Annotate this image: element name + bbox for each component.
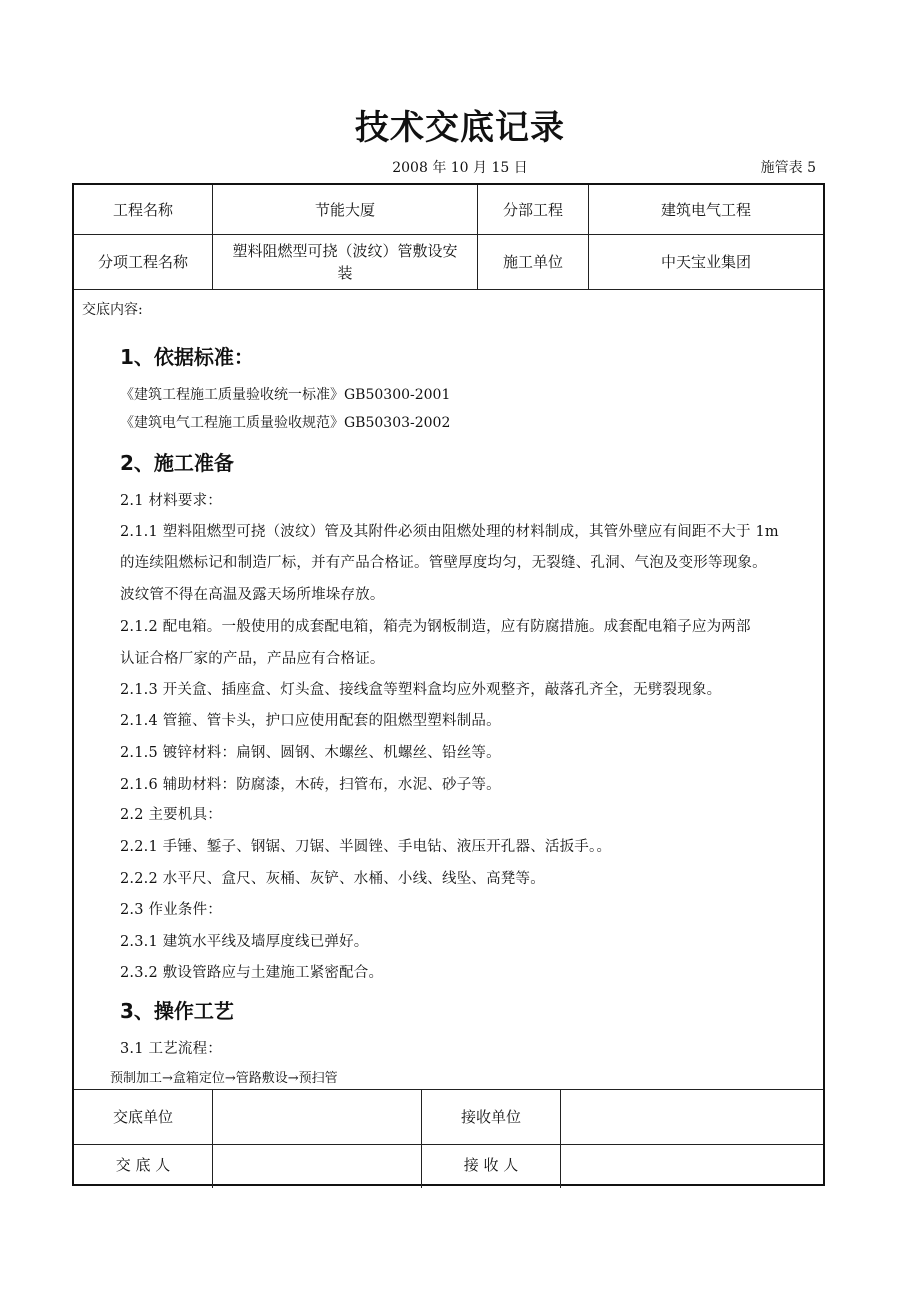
text-line: 2.1.3 开关盒、插座盒、灯头盒、接线盒等塑料盒均应外观整齐，敲落孔齐全，无劈裂现象。 [120,682,722,698]
content-label: 交底内容: [82,302,143,318]
subitem-value-line2: 装 [337,264,353,282]
project-name-value: 节能大厦 [314,200,375,219]
text-line: 波纹管不得在高温及露天场所堆垛存放。 [120,587,385,603]
text-line: 2.1.2 配电箱。一般使用的成套配电箱，箱壳为钢板制造，应有防腐措施。成套配电箱子应为两部 [120,619,751,635]
receiver-person-label: 接 收 人 [463,1155,519,1174]
contractor-label: 施工单位 [502,253,563,271]
document-date: 2008 年 10 月 15 日 [392,160,528,176]
text-line: 2.2.2 水平尺、盒尺、灰桶、灰铲、水桶、小线、线坠、高凳等。 [120,871,545,887]
issuer-person-field[interactable] [213,1145,421,1184]
form-number: 施管表 5 [760,160,816,176]
section-3-heading: 3、操作工艺 [120,999,234,1023]
issuer-person-label: 交 底 人 [115,1155,171,1174]
text-line: 2.1 材料要求： [120,493,222,509]
process-flow: 预制加工→盒箱定位→管路敷设→预扫管 [110,1071,338,1086]
text-line: 2.1.5 镀锌材料：扁钢、圆钢、木螺丝、机螺丝、铅丝等。 [120,745,501,761]
subitem-value [213,235,477,289]
division-label: 分部工程 [502,200,563,219]
text-line: 3.1 工艺流程： [120,1041,222,1057]
division-value: 建筑电气工程 [660,200,751,219]
project-name-label: 工程名称 [112,200,173,219]
receiver-person-field[interactable] [561,1145,823,1184]
document-title: 技术交底记录 [355,108,565,148]
subitem-label: 分项工程名称 [97,253,188,271]
standard-line: 《建筑电气工程施工质量验收规范》GB50303-2002 [120,415,451,431]
contractor-value: 中天宝业集团 [660,253,751,271]
receiver-unit-field[interactable] [561,1090,823,1144]
text-line: 2.3.1 建筑水平线及墙厚度线已弹好。 [120,934,369,950]
text-line: 2.2 主要机具： [120,807,222,823]
section-2-heading: 2、施工准备 [120,451,234,475]
text-line: 2.3 作业条件： [120,902,222,918]
receiver-unit-label: 接收单位 [460,1108,521,1126]
text-line: 的连续阻燃标记和制造厂标，并有产品合格证。管壁厚度均匀，无裂缝、孔洞、气泡及变形等现象。 [120,555,767,571]
record-form [72,183,825,1186]
issuer-unit-field[interactable] [213,1090,421,1144]
text-line: 2.2.1 手锤、錾子、钢锯、刀锯、半圆锉、手电钻、液压开孔器、活扳手。。 [120,839,612,855]
section-1-heading: 1、依据标准： [120,345,254,369]
text-line: 2.3.2 敷设管路应与土建施工紧密配合。 [120,965,384,981]
grid-line [74,289,823,290]
text-line: 2.1.1 塑料阻燃型可挠（波纹）管及其附件必须由阻燃处理的材料制成，其管外壁应有间距不大于 1m [120,524,779,540]
text-line: 认证合格厂家的产品，产品应有合格证。 [120,651,385,667]
text-line: 2.1.6 辅助材料：防腐漆，木砖，扫管布，水泥、砂子等。 [120,777,501,793]
issuer-unit-label: 交底单位 [112,1108,173,1126]
subitem-value-line1: 塑料阻燃型可挠（波纹）管敷设安 [232,242,458,260]
text-line: 2.1.4 管箍、管卡头，护口应使用配套的阻燃型塑料制品。 [120,713,501,729]
standard-line: 《建筑工程施工质量验收统一标准》GB50300-2001 [120,387,451,403]
